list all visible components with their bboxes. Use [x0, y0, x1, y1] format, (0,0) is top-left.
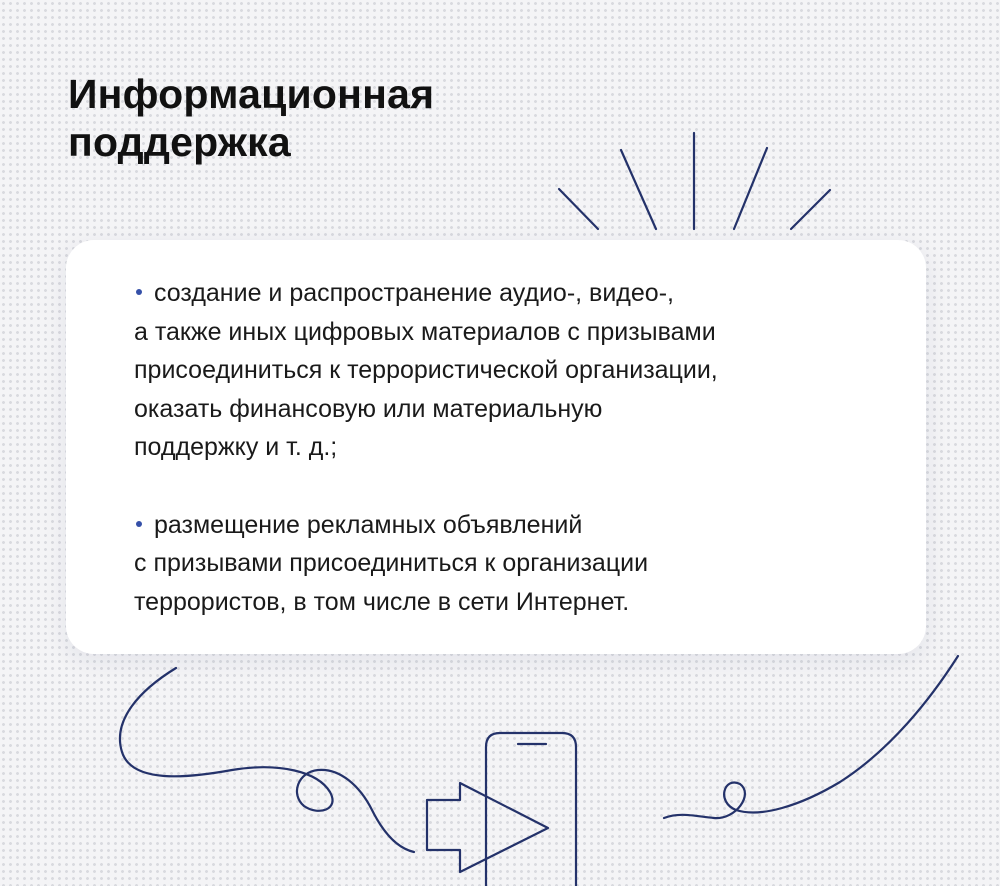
list-item-line: террористов, в том числе в сети Интернет.	[134, 587, 630, 616]
bullet-list	[134, 274, 894, 621]
arrow-right-icon	[427, 783, 548, 872]
sparkle-rays-icon	[559, 133, 830, 229]
list-item-line	[134, 274, 894, 313]
page-title-line-2: поддержка	[68, 119, 291, 165]
info-card	[66, 240, 926, 654]
list-item	[134, 506, 894, 622]
smartphone-icon	[486, 733, 576, 886]
list-item-text: создание и распространение аудио-, видео-,	[154, 279, 674, 307]
list-item-line: поддержку и т. д.;	[134, 433, 338, 461]
list-item-line: с призывами присоединиться к организации	[134, 549, 649, 577]
list-item-text: размещение рекламных объявлений	[154, 510, 583, 539]
bullet-dot-icon	[136, 521, 142, 527]
list-item-line	[134, 506, 894, 545]
list-item-line: оказать финансовую или материальную	[134, 394, 603, 423]
list-item-line: а также иных цифровых материалов с призывами	[134, 317, 716, 346]
list-item	[134, 274, 894, 467]
left-swirl-line	[120, 668, 414, 852]
page-title-line-1: Информационная	[68, 71, 435, 117]
right-swirl-line	[664, 656, 958, 818]
list-item-line: присоединиться к террористической организации,	[134, 356, 718, 384]
bullet-dot-icon	[136, 289, 142, 295]
